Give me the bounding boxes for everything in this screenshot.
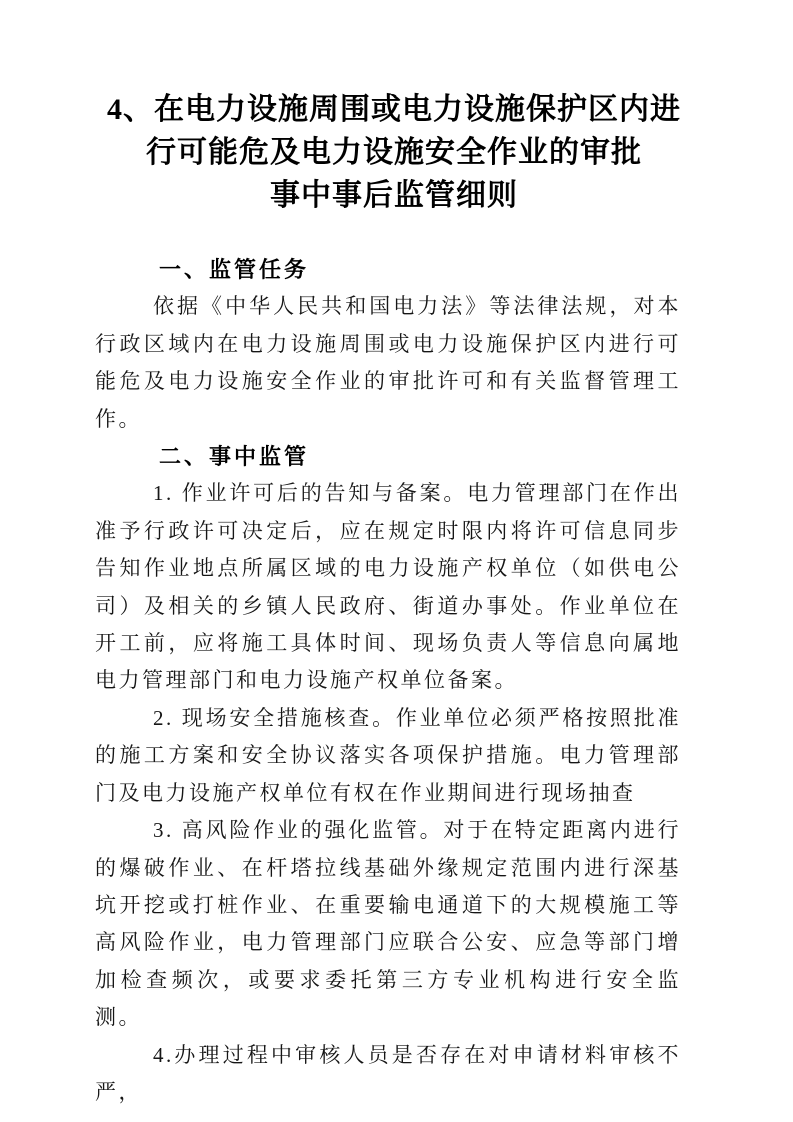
section-heading-1: 一、监管任务: [159, 257, 310, 282]
document-content: [95, 0, 681, 1111]
title-line-1: 4、在电力设施周围或电力设施保护区内进: [107, 93, 681, 126]
title-line-2: 行可能危及电力设施安全作业的审批: [146, 136, 642, 169]
body-paragraph: 1. 作业许可后的告知与备案。电力管理部门在作出准予行政许可决定后，应在规定时限内将许可信息同步告知作业地点所属区域的电力设施产权单位（如供电公司）及相关的乡镇人民政府、街道办事处。作业单位在开工前，应将施工具体时间、现场负责人等信息向属地电力管理部门和电力设施产权单位备案。: [95, 481, 681, 693]
title-line-3: 事中事后监管细则: [270, 179, 518, 212]
section-in-process-supervision: [95, 438, 681, 1111]
section-supervision-tasks: [95, 251, 681, 438]
section-heading-2: 二、事中监管: [159, 444, 310, 470]
body-paragraph: 4.办理过程中审核人员是否存在对申请材料审核不严，: [95, 1042, 681, 1104]
document-title: [101, 88, 687, 217]
body-paragraph: 2. 现场安全措施核查。作业单位必须严格按照批准的施工方案和安全协议落实各项保护措施。电力管理部门及电力设施产权单位有权在作业期间进行现场抽查: [95, 705, 681, 805]
body-paragraph: 3. 高风险作业的强化监管。对于在特定距离内进行的爆破作业、在杆塔拉线基础外缘规定范围内进行深基坑开挖或打桩作业、在重要输电通道下的大规模施工等高风险作业，电力管理部门应联合公安、应急等部门增加检查频次，或要求委托第三方专业机构进行安全监测。: [95, 818, 681, 1030]
body-paragraph: 依据《中华人民共和国电力法》等法律法规，对本行政区域内在电力设施周围或电力设施保护区内进行可能危及电力设施安全作业的审批许可和有关监督管理工作。: [95, 294, 681, 431]
